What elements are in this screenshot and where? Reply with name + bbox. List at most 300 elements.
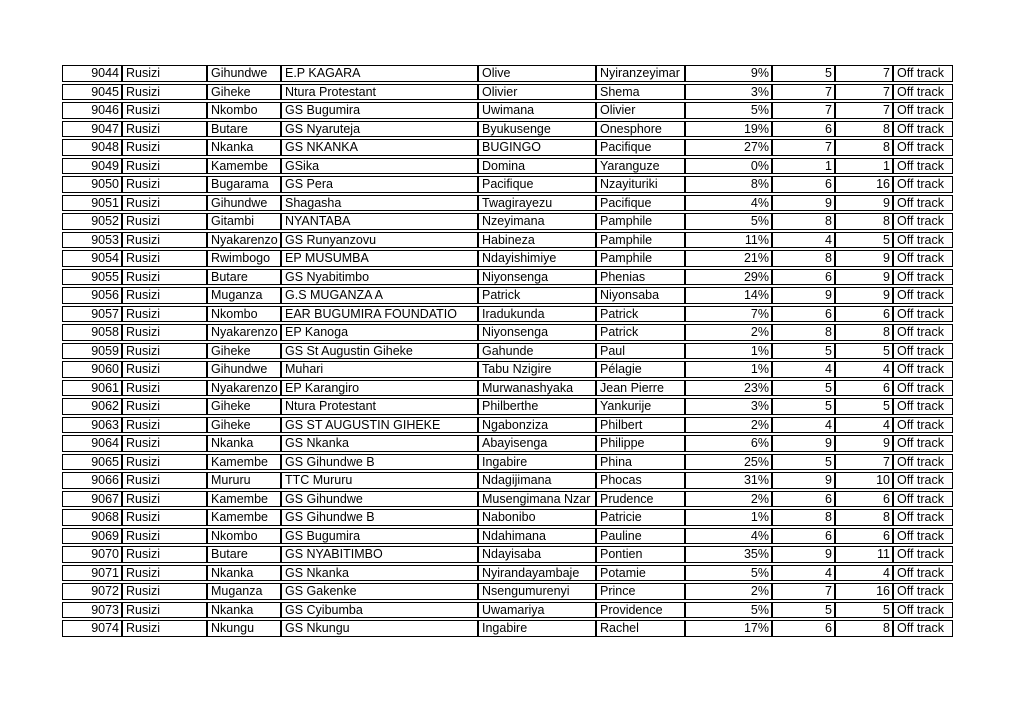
records-table [62, 63, 953, 639]
cell-record-id: 9060 [62, 361, 122, 378]
cell-school-name: GSika [281, 158, 478, 175]
cell-value-a: 5 [772, 454, 835, 471]
cell-given-name: Pontien [596, 546, 685, 563]
table-row [62, 583, 953, 600]
cell-value-a: 6 [772, 176, 835, 193]
cell-school-name: E.P KAGARA [281, 65, 478, 82]
cell-given-name: Patricie [596, 509, 685, 526]
cell-percent: 17% [685, 620, 772, 637]
cell-sector: Kamembe [207, 509, 281, 526]
cell-school-name: G.S MUGANZA A [281, 287, 478, 304]
cell-value-b: 9 [835, 250, 893, 267]
cell-value-b: 4 [835, 565, 893, 582]
cell-sector: Nkombo [207, 306, 281, 323]
cell-value-a: 7 [772, 84, 835, 101]
cell-record-id: 9062 [62, 398, 122, 415]
cell-record-id: 9055 [62, 269, 122, 286]
cell-value-a: 9 [772, 195, 835, 212]
cell-value-a: 7 [772, 139, 835, 156]
cell-percent: 3% [685, 84, 772, 101]
cell-school-name: EAR BUGUMIRA FOUNDATIO [281, 306, 478, 323]
cell-school-name: GS St Augustin Giheke [281, 343, 478, 360]
cell-record-id: 9047 [62, 121, 122, 138]
cell-sector: Nkombo [207, 528, 281, 545]
cell-district: Rusizi [122, 546, 207, 563]
cell-percent: 21% [685, 250, 772, 267]
cell-district: Rusizi [122, 380, 207, 397]
cell-sector: Muganza [207, 287, 281, 304]
cell-value-b: 8 [835, 509, 893, 526]
cell-school-name: Ntura Protestant [281, 398, 478, 415]
cell-value-b: 8 [835, 121, 893, 138]
cell-status: Off track [893, 232, 953, 249]
cell-percent: 27% [685, 139, 772, 156]
cell-surname: Gahunde [478, 343, 596, 360]
cell-school-name: EP Kanoga [281, 324, 478, 341]
cell-value-a: 9 [772, 546, 835, 563]
cell-value-a: 6 [772, 620, 835, 637]
cell-percent: 9% [685, 65, 772, 82]
cell-district: Rusizi [122, 213, 207, 230]
cell-value-a: 1 [772, 158, 835, 175]
cell-surname: Nabonibo [478, 509, 596, 526]
cell-value-a: 8 [772, 250, 835, 267]
cell-value-b: 11 [835, 546, 893, 563]
table-row [62, 528, 953, 545]
cell-given-name: Jean Pierre [596, 380, 685, 397]
cell-record-id: 9057 [62, 306, 122, 323]
cell-record-id: 9056 [62, 287, 122, 304]
cell-percent: 2% [685, 417, 772, 434]
cell-record-id: 9044 [62, 65, 122, 82]
cell-school-name: GS Bugumira [281, 528, 478, 545]
cell-surname: Olivier [478, 84, 596, 101]
cell-status: Off track [893, 65, 953, 82]
cell-surname: Olive [478, 65, 596, 82]
cell-value-a: 7 [772, 102, 835, 119]
cell-given-name: Pamphile [596, 250, 685, 267]
cell-value-b: 9 [835, 195, 893, 212]
cell-record-id: 9050 [62, 176, 122, 193]
cell-sector: Nyakarenzo [207, 380, 281, 397]
cell-value-a: 9 [772, 472, 835, 489]
cell-district: Rusizi [122, 343, 207, 360]
cell-sector: Kamembe [207, 158, 281, 175]
cell-given-name: Pamphile [596, 213, 685, 230]
table-row [62, 565, 953, 582]
cell-status: Off track [893, 528, 953, 545]
cell-record-id: 9053 [62, 232, 122, 249]
table-row [62, 472, 953, 489]
table-row [62, 84, 953, 101]
cell-school-name: GS Bugumira [281, 102, 478, 119]
cell-sector: Bugarama [207, 176, 281, 193]
cell-value-b: 7 [835, 84, 893, 101]
cell-status: Off track [893, 158, 953, 175]
cell-sector: Butare [207, 546, 281, 563]
cell-school-name: GS Nkanka [281, 435, 478, 452]
table-row [62, 491, 953, 508]
cell-value-a: 8 [772, 509, 835, 526]
cell-district: Rusizi [122, 509, 207, 526]
cell-school-name: EP MUSUMBA [281, 250, 478, 267]
cell-sector: Gihundwe [207, 361, 281, 378]
cell-school-name: GS Pera [281, 176, 478, 193]
cell-district: Rusizi [122, 583, 207, 600]
cell-value-a: 4 [772, 565, 835, 582]
cell-percent: 19% [685, 121, 772, 138]
cell-school-name: GS Gihundwe B [281, 509, 478, 526]
cell-surname: Ndayisaba [478, 546, 596, 563]
cell-district: Rusizi [122, 102, 207, 119]
cell-value-a: 9 [772, 435, 835, 452]
cell-district: Rusizi [122, 121, 207, 138]
cell-district: Rusizi [122, 287, 207, 304]
cell-value-b: 9 [835, 287, 893, 304]
cell-percent: 29% [685, 269, 772, 286]
cell-value-a: 5 [772, 398, 835, 415]
table-row [62, 361, 953, 378]
cell-district: Rusizi [122, 269, 207, 286]
cell-surname: Nsengumurenyi [478, 583, 596, 600]
cell-percent: 8% [685, 176, 772, 193]
cell-value-a: 6 [772, 269, 835, 286]
cell-surname: Niyonsenga [478, 324, 596, 341]
cell-district: Rusizi [122, 195, 207, 212]
cell-surname: Niyonsenga [478, 269, 596, 286]
table-row [62, 158, 953, 175]
cell-value-b: 7 [835, 65, 893, 82]
cell-sector: Butare [207, 269, 281, 286]
cell-status: Off track [893, 250, 953, 267]
table-row [62, 195, 953, 212]
table-row [62, 121, 953, 138]
cell-status: Off track [893, 398, 953, 415]
cell-school-name: EP Karangiro [281, 380, 478, 397]
cell-school-name: TTC Mururu [281, 472, 478, 489]
cell-status: Off track [893, 306, 953, 323]
cell-school-name: GS Gihundwe B [281, 454, 478, 471]
cell-surname: Tabu Nzigire [478, 361, 596, 378]
cell-record-id: 9067 [62, 491, 122, 508]
cell-status: Off track [893, 546, 953, 563]
cell-sector: Nkanka [207, 602, 281, 619]
table-row [62, 139, 953, 156]
cell-sector: Nkanka [207, 435, 281, 452]
cell-record-id: 9051 [62, 195, 122, 212]
cell-status: Off track [893, 454, 953, 471]
cell-given-name: Shema [596, 84, 685, 101]
table-row [62, 102, 953, 119]
cell-sector: Nkanka [207, 565, 281, 582]
cell-surname: Uwamariya [478, 602, 596, 619]
cell-record-id: 9063 [62, 417, 122, 434]
cell-value-b: 8 [835, 213, 893, 230]
cell-school-name: GS Nyaruteja [281, 121, 478, 138]
cell-record-id: 9059 [62, 343, 122, 360]
cell-sector: Butare [207, 121, 281, 138]
cell-record-id: 9069 [62, 528, 122, 545]
cell-surname: Ndahimana [478, 528, 596, 545]
table-row [62, 213, 953, 230]
cell-value-b: 5 [835, 602, 893, 619]
table-row [62, 398, 953, 415]
cell-percent: 5% [685, 213, 772, 230]
cell-status: Off track [893, 380, 953, 397]
cell-surname: Uwimana [478, 102, 596, 119]
cell-status: Off track [893, 565, 953, 582]
cell-value-b: 1 [835, 158, 893, 175]
cell-percent: 7% [685, 306, 772, 323]
table-row [62, 435, 953, 452]
cell-status: Off track [893, 121, 953, 138]
cell-value-a: 4 [772, 232, 835, 249]
cell-given-name: Pélagie [596, 361, 685, 378]
cell-sector: Kamembe [207, 491, 281, 508]
cell-surname: Ndayishimiye [478, 250, 596, 267]
cell-value-a: 8 [772, 324, 835, 341]
cell-surname: Domina [478, 158, 596, 175]
cell-district: Rusizi [122, 398, 207, 415]
cell-surname: Twagirayezu [478, 195, 596, 212]
cell-given-name: Philippe [596, 435, 685, 452]
table-row [62, 602, 953, 619]
cell-district: Rusizi [122, 435, 207, 452]
cell-status: Off track [893, 324, 953, 341]
cell-given-name: Nyiranzeyimar [596, 65, 685, 82]
cell-value-a: 4 [772, 361, 835, 378]
cell-school-name: NYANTABA [281, 213, 478, 230]
table-row [62, 343, 953, 360]
cell-percent: 5% [685, 102, 772, 119]
cell-given-name: Yaranguze [596, 158, 685, 175]
cell-percent: 1% [685, 361, 772, 378]
cell-percent: 35% [685, 546, 772, 563]
cell-sector: Giheke [207, 343, 281, 360]
cell-district: Rusizi [122, 324, 207, 341]
cell-surname: Abayisenga [478, 435, 596, 452]
cell-percent: 14% [685, 287, 772, 304]
cell-surname: Ingabire [478, 454, 596, 471]
cell-district: Rusizi [122, 306, 207, 323]
cell-value-a: 9 [772, 287, 835, 304]
cell-given-name: Prudence [596, 491, 685, 508]
cell-record-id: 9048 [62, 139, 122, 156]
cell-district: Rusizi [122, 250, 207, 267]
cell-surname: Musengimana Nzar [478, 491, 596, 508]
cell-sector: Rwimbogo [207, 250, 281, 267]
cell-sector: Mururu [207, 472, 281, 489]
cell-value-a: 8 [772, 213, 835, 230]
table-row [62, 306, 953, 323]
cell-given-name: Phina [596, 454, 685, 471]
cell-percent: 31% [685, 472, 772, 489]
table-row [62, 417, 953, 434]
cell-school-name: GS Gakenke [281, 583, 478, 600]
cell-school-name: GS NYABITIMBO [281, 546, 478, 563]
cell-record-id: 9068 [62, 509, 122, 526]
cell-sector: Nyakarenzo [207, 232, 281, 249]
cell-surname: Nzeyimana [478, 213, 596, 230]
cell-given-name: Niyonsaba [596, 287, 685, 304]
cell-district: Rusizi [122, 528, 207, 545]
cell-status: Off track [893, 102, 953, 119]
cell-sector: Nkanka [207, 139, 281, 156]
cell-value-b: 7 [835, 102, 893, 119]
cell-record-id: 9058 [62, 324, 122, 341]
cell-surname: Pacifique [478, 176, 596, 193]
cell-percent: 1% [685, 343, 772, 360]
cell-value-a: 6 [772, 491, 835, 508]
cell-district: Rusizi [122, 417, 207, 434]
cell-value-b: 7 [835, 454, 893, 471]
table-row [62, 176, 953, 193]
cell-surname: Ingabire [478, 620, 596, 637]
cell-value-b: 5 [835, 343, 893, 360]
cell-status: Off track [893, 139, 953, 156]
cell-district: Rusizi [122, 232, 207, 249]
cell-value-a: 5 [772, 380, 835, 397]
cell-value-a: 6 [772, 528, 835, 545]
cell-given-name: Pauline [596, 528, 685, 545]
cell-surname: Habineza [478, 232, 596, 249]
cell-value-b: 10 [835, 472, 893, 489]
cell-record-id: 9054 [62, 250, 122, 267]
cell-given-name: Pacifique [596, 195, 685, 212]
cell-district: Rusizi [122, 158, 207, 175]
cell-school-name: GS Nkungu [281, 620, 478, 637]
cell-status: Off track [893, 509, 953, 526]
cell-given-name: Rachel [596, 620, 685, 637]
cell-value-b: 9 [835, 269, 893, 286]
cell-school-name: GS NKANKA [281, 139, 478, 156]
cell-sector: Giheke [207, 84, 281, 101]
cell-given-name: Patrick [596, 324, 685, 341]
cell-percent: 2% [685, 491, 772, 508]
cell-given-name: Pacifique [596, 139, 685, 156]
cell-record-id: 9064 [62, 435, 122, 452]
cell-given-name: Phocas [596, 472, 685, 489]
cell-given-name: Patrick [596, 306, 685, 323]
cell-status: Off track [893, 602, 953, 619]
cell-surname: Iradukunda [478, 306, 596, 323]
cell-percent: 23% [685, 380, 772, 397]
cell-given-name: Onesphore [596, 121, 685, 138]
cell-status: Off track [893, 343, 953, 360]
table-row [62, 620, 953, 637]
cell-surname: Nyirandayambaje [478, 565, 596, 582]
cell-percent: 11% [685, 232, 772, 249]
cell-value-b: 8 [835, 139, 893, 156]
cell-school-name: Muhari [281, 361, 478, 378]
table-row [62, 324, 953, 341]
cell-record-id: 9045 [62, 84, 122, 101]
cell-status: Off track [893, 435, 953, 452]
cell-value-b: 6 [835, 306, 893, 323]
cell-sector: Giheke [207, 398, 281, 415]
cell-given-name: Pamphile [596, 232, 685, 249]
cell-sector: Nyakarenzo [207, 324, 281, 341]
cell-school-name: GS Nyabitimbo [281, 269, 478, 286]
cell-district: Rusizi [122, 454, 207, 471]
cell-status: Off track [893, 195, 953, 212]
cell-record-id: 9065 [62, 454, 122, 471]
cell-surname: Ngabonziza [478, 417, 596, 434]
cell-status: Off track [893, 269, 953, 286]
cell-percent: 0% [685, 158, 772, 175]
cell-school-name: GS Gihundwe [281, 491, 478, 508]
cell-value-b: 4 [835, 361, 893, 378]
cell-percent: 4% [685, 195, 772, 212]
cell-surname: BUGINGO [478, 139, 596, 156]
cell-percent: 1% [685, 509, 772, 526]
cell-record-id: 9072 [62, 583, 122, 600]
cell-school-name: Ntura Protestant [281, 84, 478, 101]
cell-value-a: 7 [772, 583, 835, 600]
cell-status: Off track [893, 620, 953, 637]
cell-sector: Kamembe [207, 454, 281, 471]
cell-district: Rusizi [122, 361, 207, 378]
cell-status: Off track [893, 472, 953, 489]
cell-status: Off track [893, 176, 953, 193]
cell-status: Off track [893, 583, 953, 600]
table-row [62, 454, 953, 471]
cell-given-name: Phenias [596, 269, 685, 286]
cell-surname: Philberthe [478, 398, 596, 415]
cell-surname: Byukusenge [478, 121, 596, 138]
cell-value-b: 16 [835, 583, 893, 600]
cell-district: Rusizi [122, 602, 207, 619]
records-table-body [62, 65, 953, 637]
cell-record-id: 9071 [62, 565, 122, 582]
cell-given-name: Prince [596, 583, 685, 600]
cell-given-name: Paul [596, 343, 685, 360]
cell-value-b: 6 [835, 380, 893, 397]
cell-status: Off track [893, 417, 953, 434]
table-row [62, 380, 953, 397]
cell-school-name: GS Cyibumba [281, 602, 478, 619]
cell-record-id: 9074 [62, 620, 122, 637]
cell-percent: 3% [685, 398, 772, 415]
cell-district: Rusizi [122, 491, 207, 508]
cell-given-name: Olivier [596, 102, 685, 119]
cell-value-b: 6 [835, 491, 893, 508]
cell-value-a: 4 [772, 417, 835, 434]
cell-record-id: 9073 [62, 602, 122, 619]
cell-sector: Gihundwe [207, 65, 281, 82]
cell-status: Off track [893, 491, 953, 508]
cell-district: Rusizi [122, 65, 207, 82]
cell-record-id: 9070 [62, 546, 122, 563]
cell-sector: Giheke [207, 417, 281, 434]
cell-value-b: 6 [835, 528, 893, 545]
table-row [62, 287, 953, 304]
cell-given-name: Providence [596, 602, 685, 619]
cell-district: Rusizi [122, 472, 207, 489]
cell-record-id: 9049 [62, 158, 122, 175]
cell-status: Off track [893, 84, 953, 101]
cell-district: Rusizi [122, 84, 207, 101]
cell-percent: 4% [685, 528, 772, 545]
cell-sector: Nkungu [207, 620, 281, 637]
cell-percent: 25% [685, 454, 772, 471]
cell-given-name: Philbert [596, 417, 685, 434]
cell-record-id: 9066 [62, 472, 122, 489]
cell-status: Off track [893, 213, 953, 230]
cell-value-b: 5 [835, 398, 893, 415]
cell-value-b: 5 [835, 232, 893, 249]
cell-surname: Patrick [478, 287, 596, 304]
